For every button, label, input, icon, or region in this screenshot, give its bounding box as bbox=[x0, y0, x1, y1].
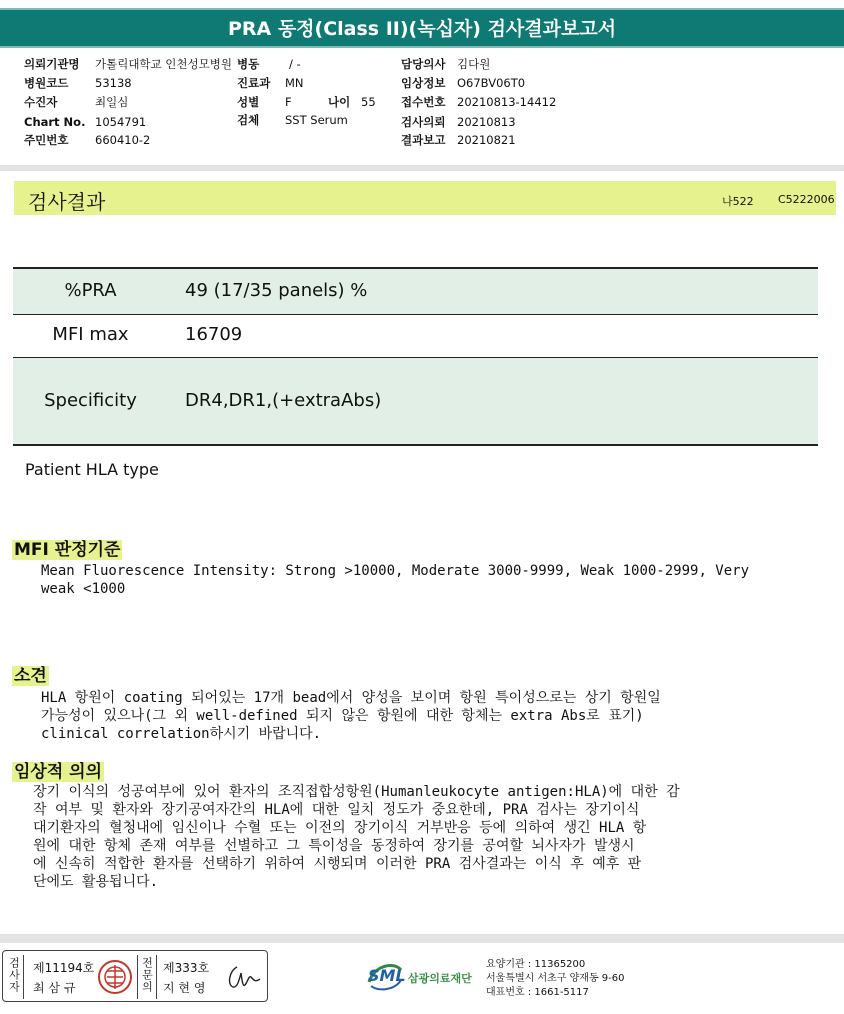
resident-no-value: 660410-2 bbox=[95, 133, 151, 147]
specimen-label: 검체 bbox=[237, 113, 260, 127]
sml-logo-text: SML bbox=[368, 966, 406, 985]
text-line: 가능성이 있으나(그 외 well-defined 되지 않은 항원에 대한 항체는 extra Abs로 표기) bbox=[41, 708, 644, 724]
mfi-criteria-text bbox=[41, 562, 749, 598]
hospital-code-value: 53138 bbox=[95, 76, 132, 90]
mfi-criteria-heading bbox=[12, 535, 122, 560]
tester-label-cell bbox=[5, 955, 24, 999]
results-heading-band bbox=[14, 181, 836, 215]
reviewer-name: 지 현 영 bbox=[163, 981, 206, 995]
org-code: 요양기관 : 11365200 bbox=[486, 959, 586, 970]
chart-no-label: Chart No. bbox=[24, 115, 86, 129]
tester-name: 최 삼 규 bbox=[33, 981, 76, 995]
institution-value: 가톨릭대학교 인천성모병원 bbox=[95, 57, 232, 71]
patient-hla-type: Patient HLA type bbox=[25, 460, 159, 479]
patient-info-block bbox=[0, 0, 844, 160]
signature-icon bbox=[225, 961, 263, 993]
receipt-no-label: 접수번호 bbox=[401, 95, 446, 109]
hospital-code-label: 병원코드 bbox=[24, 76, 69, 90]
text-line: HLA 항원이 coating 되어있는 17개 bead에서 양성을 보이며 항원 특이성으로는 상기 항원일 bbox=[41, 690, 661, 706]
recipient-value: 최일심 bbox=[95, 95, 129, 109]
opinion-title: 소견 bbox=[14, 666, 47, 686]
opinion-heading bbox=[12, 661, 49, 686]
text-line: 원에 대한 항체 존재 여부를 선별하고 그 특이성을 동정하여 장기를 공여할 뇌사자가 발생시 bbox=[33, 838, 635, 854]
org-name: 삼광의료재단 bbox=[408, 972, 472, 985]
resident-no-label: 주민번호 bbox=[24, 133, 69, 147]
section-divider bbox=[0, 165, 844, 171]
tester-license: 제11194호 bbox=[33, 961, 95, 975]
reviewer-label: 전문의 bbox=[140, 957, 154, 993]
specificity-label: Specificity bbox=[44, 390, 137, 411]
footer-divider bbox=[0, 934, 844, 943]
doctor-value: 김다원 bbox=[457, 57, 491, 71]
chart-no-value: 1054791 bbox=[95, 115, 147, 129]
text-line: 대기환자의 혈청내에 임신이나 수혈 또는 이전의 장기이식 거부반응 등에 의하여 생긴 HLA 항 bbox=[33, 820, 647, 836]
ward-value: / - bbox=[289, 57, 301, 71]
specimen-value: SST Serum bbox=[285, 113, 348, 127]
department-value: MN bbox=[285, 76, 304, 90]
significance-title: 임상적 의의 bbox=[14, 762, 103, 782]
seal-icon bbox=[97, 959, 133, 995]
report-date-value: 20210821 bbox=[457, 133, 516, 147]
results-table bbox=[13, 267, 818, 411]
text-line: 단에도 활용됩니다. bbox=[33, 874, 159, 890]
org-info bbox=[486, 958, 625, 1000]
institution-label: 의뢰기관명 bbox=[24, 57, 80, 71]
request-date-value: 20210813 bbox=[457, 115, 516, 129]
recipient-label: 수진자 bbox=[24, 95, 58, 109]
clinical-info-label: 임상정보 bbox=[401, 76, 446, 90]
results-code-1: 나522 bbox=[722, 195, 754, 208]
text-line: clinical correlation하시기 바랍니다. bbox=[41, 726, 322, 742]
significance-heading bbox=[12, 757, 104, 782]
table-row bbox=[13, 269, 818, 315]
opinion-text bbox=[41, 689, 661, 743]
receipt-no-value: 20210813-14412 bbox=[457, 95, 557, 109]
sex-value: F bbox=[285, 95, 292, 109]
org-address: 서울특별시 서초구 양재동 9-60 bbox=[486, 973, 625, 984]
pra-label: %PRA bbox=[64, 280, 117, 301]
tester-label: 검사자 bbox=[7, 957, 21, 993]
report-title: PRA 동정(Class II)(녹십자) 검사결과보고서 bbox=[227, 18, 617, 40]
age-label: 나이 bbox=[328, 95, 351, 109]
table-row bbox=[13, 358, 818, 446]
reviewer-license: 제333호 bbox=[163, 961, 210, 975]
reviewer-label-cell bbox=[137, 955, 157, 999]
results-heading: 검사결과 bbox=[28, 190, 106, 214]
mfi-criteria-title: MFI 판정기준 bbox=[14, 540, 121, 560]
text-line: 에 신속히 적합한 환자를 선택하기 위하여 시행되며 이러한 PRA 검사결과는 이식 후 예후 판 bbox=[33, 856, 642, 872]
mfi-max-value: 16709 bbox=[185, 324, 243, 345]
results-code-2: C5222006 bbox=[778, 193, 835, 206]
specificity-value: DR4,DR1,(+extraAbs) bbox=[185, 390, 382, 411]
department-label: 진료과 bbox=[237, 76, 271, 90]
age-value: 55 bbox=[361, 95, 376, 109]
org-phone: 대표번호 : 1661-5117 bbox=[486, 987, 589, 998]
text-line: Mean Fluorescence Intensity: Strong >10000, Moderate 3000-9999, Weak 1000-2999, Very bbox=[41, 563, 750, 579]
text-line: 장기 이식의 성공여부에 있어 환자의 조직접합성항원(Humanleukocyte antigen:HLA)에 대한 감 bbox=[33, 784, 680, 800]
significance-text bbox=[33, 783, 680, 891]
request-label: 검사의뢰 bbox=[401, 115, 446, 129]
text-line: weak <1000 bbox=[41, 581, 126, 597]
ward-label: 병동 bbox=[237, 57, 260, 71]
clinical-info-value: O67BV06T0 bbox=[457, 76, 526, 90]
sex-label: 성별 bbox=[237, 95, 260, 109]
table-row bbox=[13, 315, 818, 358]
doctor-label: 담당의사 bbox=[401, 57, 446, 71]
text-line: 작 여부 및 환자와 장기공여자간의 HLA에 대한 일치 정도가 중요한데, PRA 검사는 장기이식 bbox=[33, 802, 640, 818]
pra-value: 49 (17/35 panels) % bbox=[185, 280, 368, 301]
mfi-max-label: MFI max bbox=[52, 324, 129, 345]
signature-box bbox=[2, 950, 268, 1002]
report-date-label: 결과보고 bbox=[401, 133, 446, 147]
